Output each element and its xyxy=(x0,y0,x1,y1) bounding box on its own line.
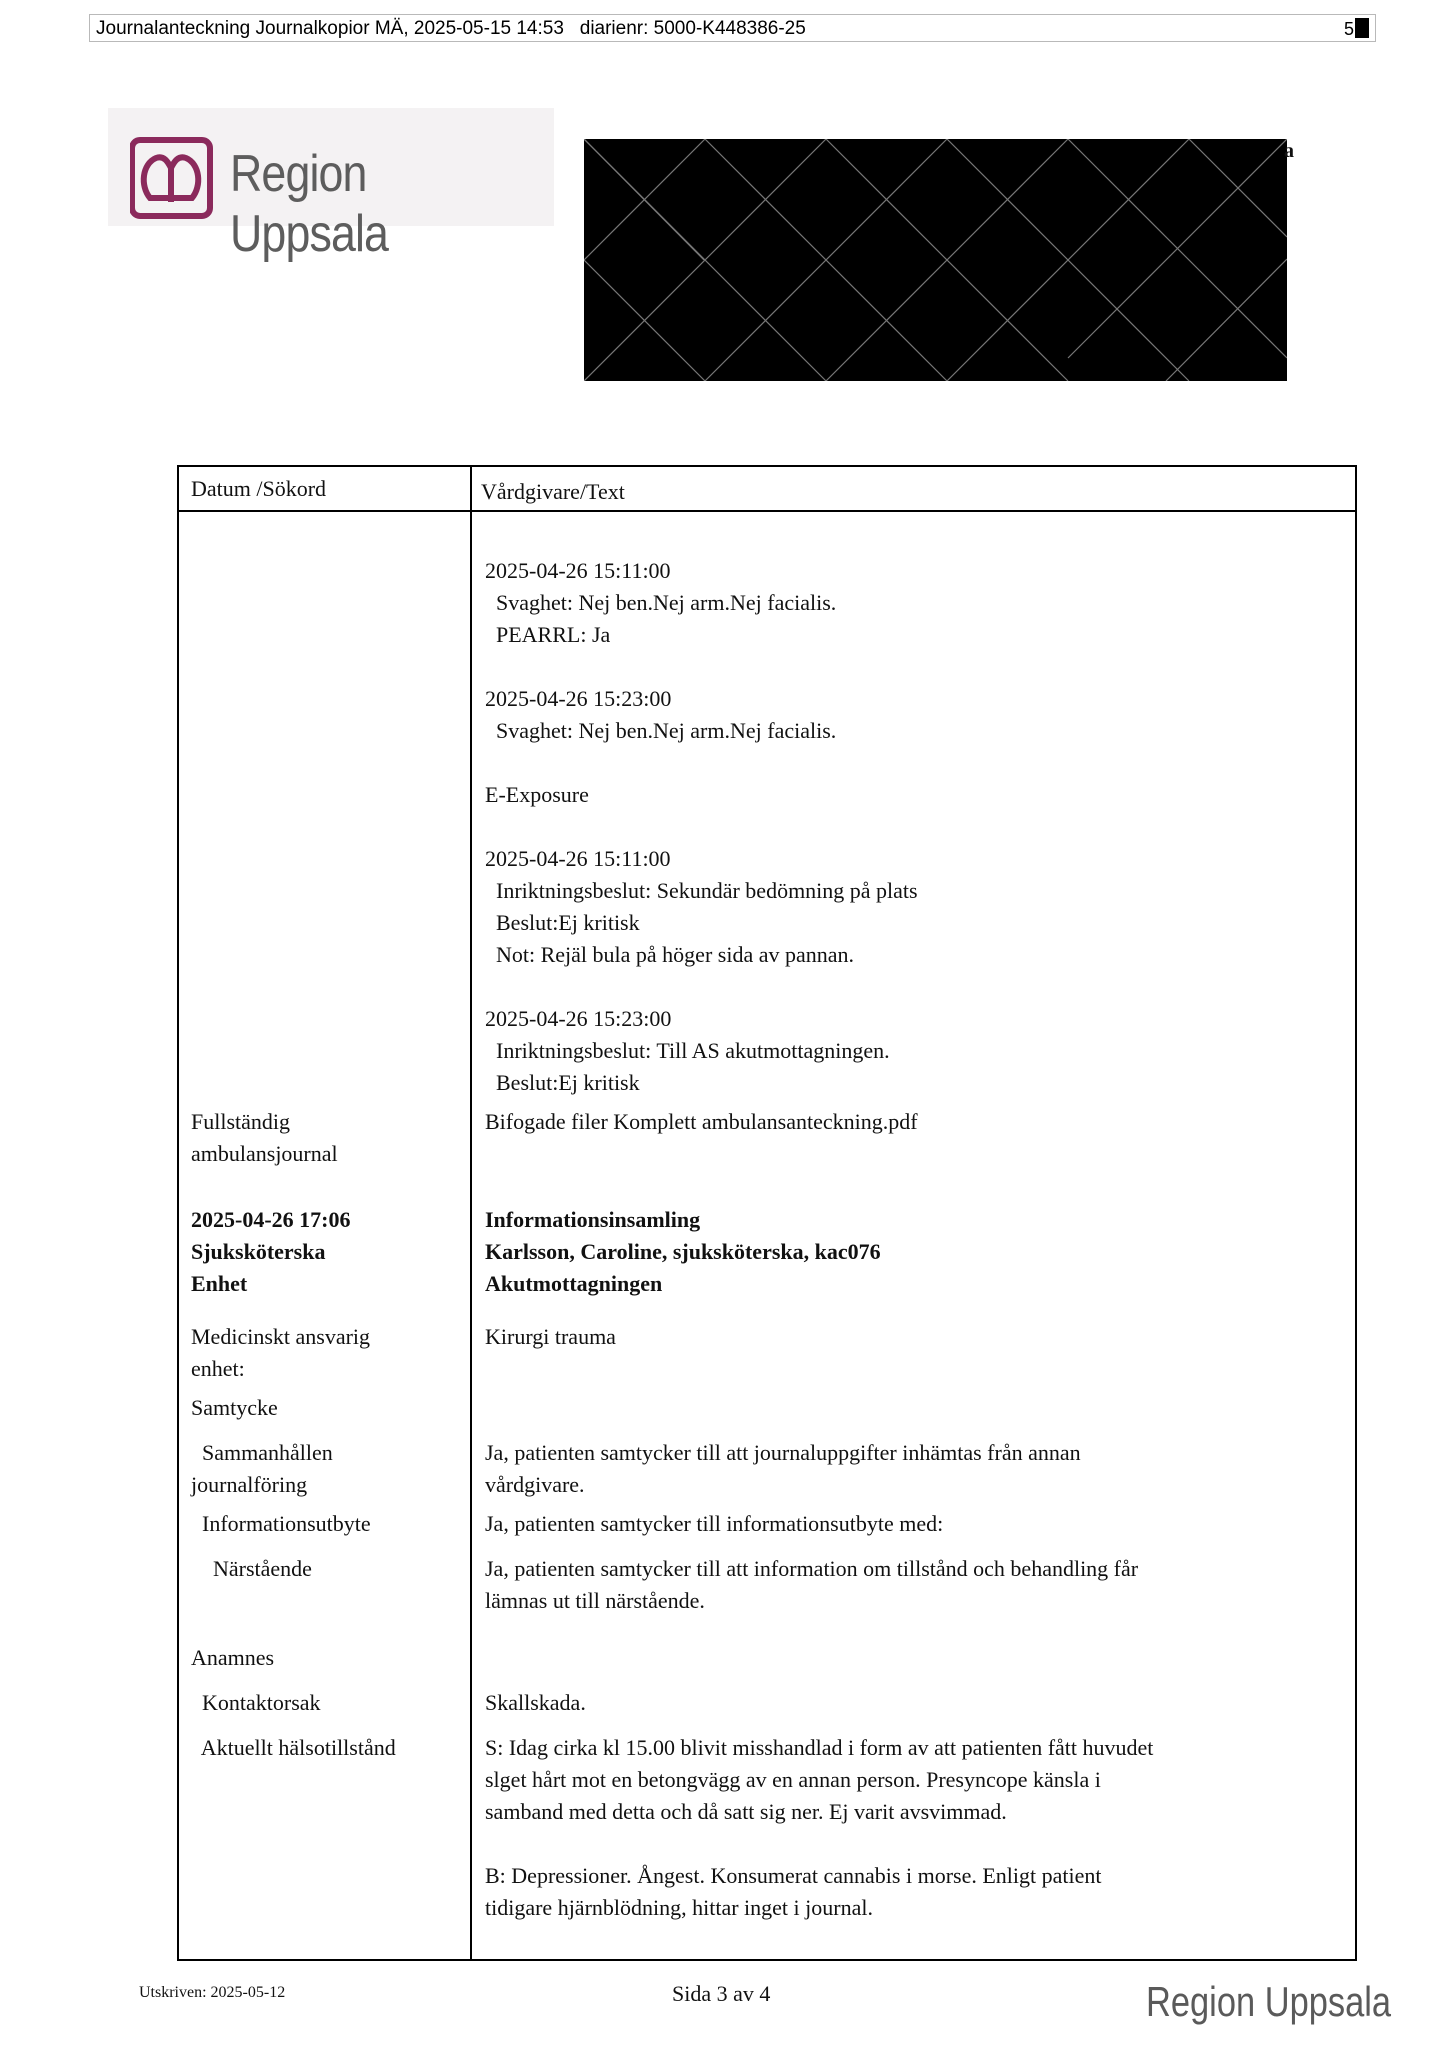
keyword-label: Närstående xyxy=(191,1556,312,1581)
keyword-label: Aktuellt hälsotillstånd xyxy=(191,1735,396,1760)
journal-table xyxy=(177,465,1357,1961)
keyword-label: Informationsutbyte xyxy=(191,1511,371,1536)
health-status-line: samband med detta och då satt sig ner. Ej varit avsvimmad. xyxy=(485,1799,1007,1824)
column-header-date-keyword: Datum /Sökord xyxy=(191,476,327,501)
consent-line: Ja, patienten samtycker till informationsutbyte med: xyxy=(485,1511,944,1536)
page-number-marker-icon xyxy=(1355,18,1369,38)
consent-line: Ja, patienten samtycker till att journaluppgifter inhämtas från annan xyxy=(485,1440,1081,1465)
entry-line: 2025-04-26 15:23:00 xyxy=(485,686,672,711)
entry-line: Not: Rejäl bula på höger sida av pannan. xyxy=(485,942,855,967)
redacted-block xyxy=(584,139,1287,381)
unit-line: Akutmottagningen xyxy=(485,1271,663,1296)
document-header-bar xyxy=(89,14,1376,42)
header-divider xyxy=(179,510,1355,512)
keyword-label: Samtycke xyxy=(191,1395,278,1420)
keyword-label: journalföring xyxy=(191,1472,308,1497)
keyword-label: Kontaktorsak xyxy=(191,1690,321,1715)
header-title: Journalanteckning Journalkopior MÄ, 2025-05-15 14:53 diarienr: 5000-K448386-25 xyxy=(96,18,806,39)
consent-line: lämnas ut till närstående. xyxy=(485,1588,705,1613)
consent-line: vårdgivare. xyxy=(485,1472,585,1497)
entry-unit-label: Enhet xyxy=(191,1271,248,1296)
entry-datetime: 2025-04-26 17:06 xyxy=(191,1207,351,1232)
region-uppsala-logo xyxy=(108,108,554,263)
region-logo-icon xyxy=(130,136,214,220)
page-indicator: Sida 3 av 4 xyxy=(672,1981,771,2006)
keyword-label: Anamnes xyxy=(191,1645,275,1670)
keyword-label: Sammanhållen xyxy=(191,1440,333,1465)
consent-line: Ja, patienten samtycker till att information om tillstånd och behandling får xyxy=(485,1556,1139,1581)
contact-reason-value: Skallskada. xyxy=(485,1690,586,1715)
health-status-line: S: Idag cirka kl 15.00 blivit misshandlad i form av att patienten fått huvudet xyxy=(485,1735,1154,1760)
entry-line: E-Exposure xyxy=(485,782,589,807)
health-status-line: B: Depressioner. Ångest. Konsumerat cannabis i morse. Enligt patient xyxy=(485,1863,1102,1888)
header-page-number xyxy=(1344,15,1369,43)
entry-line: Svaghet: Nej ben.Nej arm.Nej facialis. xyxy=(485,718,837,743)
footer-logo-text: Region Uppsala xyxy=(1146,1978,1392,2025)
keyword-label: Fullständig xyxy=(191,1109,291,1134)
entry-line: PEARRL: Ja xyxy=(485,622,611,647)
page-number-text: 5 xyxy=(1343,19,1354,39)
column-divider xyxy=(470,467,472,1959)
logo-text: Region Uppsala xyxy=(230,145,389,263)
health-status-line: slget hårt mot en betongvägg av en annan person. Presyncope känsla i xyxy=(485,1767,1101,1792)
keyword-label: enhet: xyxy=(191,1356,245,1381)
printed-date: Utskriven: 2025-05-12 xyxy=(139,1984,286,2001)
section-title: Informationsinsamling xyxy=(485,1207,701,1232)
entry-role: Sjuksköterska xyxy=(191,1239,326,1264)
entry-line: 2025-04-26 15:23:00 xyxy=(485,1006,672,1031)
entry-line: Inriktningsbeslut: Till AS akutmottagningen. xyxy=(485,1038,890,1063)
author-line: Karlsson, Caroline, sjuksköterska, kac076 xyxy=(485,1239,881,1264)
entry-line: Beslut:Ej kritisk xyxy=(485,1070,640,1095)
attached-files-line: Bifogade filer Komplett ambulansanteckning.pdf xyxy=(485,1109,918,1134)
entry-line: 2025-04-26 15:11:00 xyxy=(485,846,671,871)
column-header-caregiver-text: Vårdgivare/Text xyxy=(481,479,625,504)
keyword-label: ambulansjournal xyxy=(191,1141,338,1166)
health-status-line: tidigare hjärnblödning, hittar inget i journal. xyxy=(485,1895,873,1920)
redacted-trailing-char: a xyxy=(1284,140,1294,162)
medical-unit-value: Kirurgi trauma xyxy=(485,1324,616,1349)
entry-line: Svaghet: Nej ben.Nej arm.Nej facialis. xyxy=(485,590,837,615)
keyword-label: Medicinskt ansvarig xyxy=(191,1324,371,1349)
entry-line: Beslut:Ej kritisk xyxy=(485,910,640,935)
entry-line: Inriktningsbeslut: Sekundär bedömning på plats xyxy=(485,878,918,903)
entry-line: 2025-04-26 15:11:00 xyxy=(485,558,671,583)
